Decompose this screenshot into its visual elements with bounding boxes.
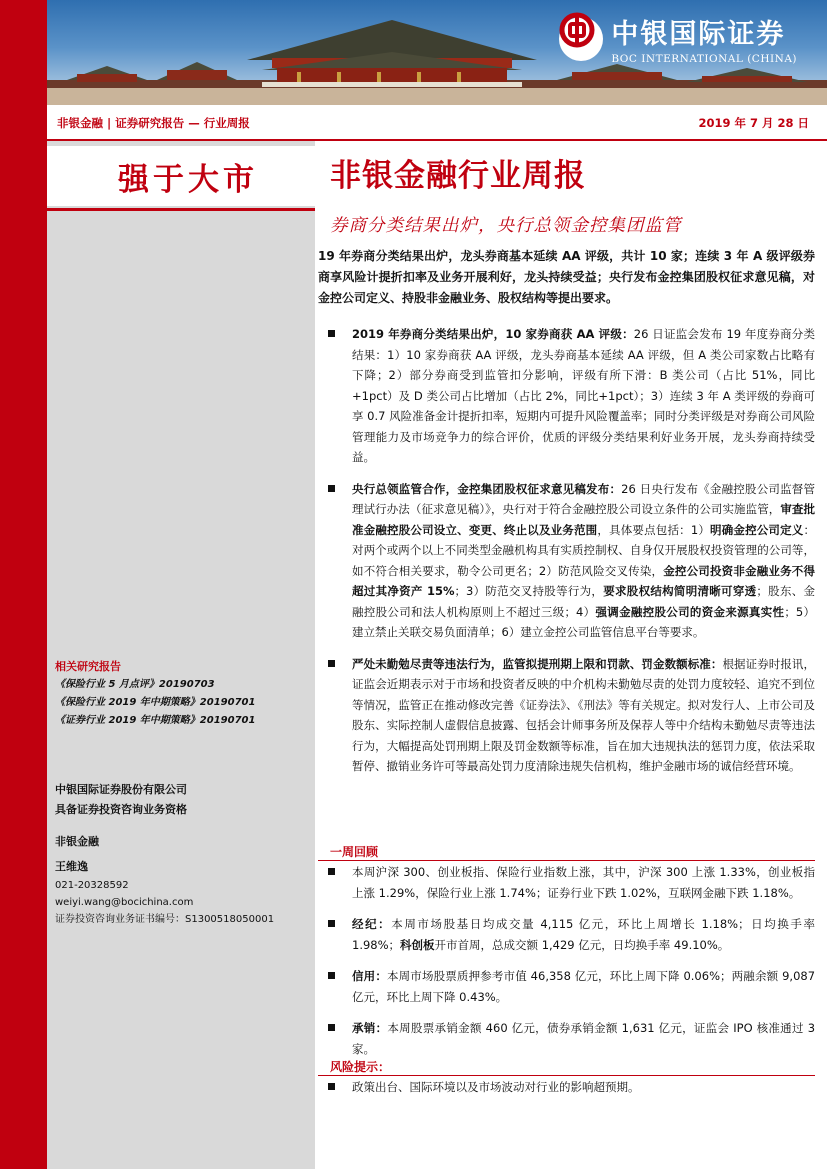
week-item-text: 本周沪深 300、创业板指、保险行业指数上涨，其中，沪深 300 上涨 1.33%，创业板指上涨 1.29%，保险行业上涨 1.74%；证券行业下跌 1.02%，互联网金融下跌 1.18%。 bbox=[352, 865, 815, 900]
report-date: 2019 年 7 月 28 日 bbox=[698, 116, 809, 130]
bullet-square-icon bbox=[328, 920, 335, 927]
page-subtitle: 券商分类结果出炉，央行总领金控集团监管 bbox=[330, 216, 682, 236]
related-reports-title: 相关研究报告 bbox=[55, 660, 121, 673]
report-subheader bbox=[47, 105, 827, 141]
bullet-square-icon bbox=[328, 1083, 335, 1090]
page-title: 非银金融行业周报 bbox=[330, 158, 586, 194]
key-point-heading: 2019 年券商分类结果出炉，10 家券商获 AA 评级： bbox=[352, 327, 634, 341]
bullet-square-icon bbox=[328, 868, 335, 875]
key-point-text: 26 日证监会发布 19 年度券商分类结果：1）10 家券商获 AA 评级，龙头券商基本延续 AA 评级，但 A 类公司家数占比略有下降；2）部分券商受到监管扣分影响，评级有所下滑：B 类公司（占比 51%，同比+1pct）及 D 类公司占比增加（占比 2%，同比+1pct）；3）连续 3 年 A 类评级的券商可享 0.7 风险准备金计提折扣率，短期内可提升风险覆盖率；同时分类评级是对券商公司风险管理能力及市场竞争力的综合评价，优质的评级分类结果利好业务开展，龙头券商持续受益。 bbox=[352, 327, 816, 464]
key-point-emphasis: 明确金控公司定义 bbox=[710, 522, 804, 537]
breadcrumb: 非银金融 | 证券研究报告 — 行业周报 bbox=[57, 116, 250, 130]
bullet-square-icon bbox=[328, 330, 335, 337]
analyst-cert: 证券投资咨询业务证书编号：S1300518050001 bbox=[55, 914, 275, 925]
key-point-text: 根据证券时报讯，证监会近期表示对于市场和投资者反映的中介机构未勤勉尽责的处罚力度较轻、追究不到位等情况，监管正在推动修改完善《证券法》、《刑法》等有关规定。拟对发行人、上市公司及股东、实际控制人虚假信息披露、包括会计师事务所及保荐人等中介结构未勤勉尽责等违法行为，大幅提高处罚刑期上限及罚金数额等标准，旨在加大违规执法的惩罚力度，依法采取暂停、撤销业务许可等最高处罚力度清除违规失信机构，维护金融市场的诚信经营环境。 bbox=[352, 656, 816, 773]
key-point-penalty bbox=[318, 654, 815, 777]
company-info bbox=[55, 780, 187, 820]
key-points bbox=[318, 324, 815, 788]
sector-label: 非银金融 bbox=[55, 835, 99, 848]
week-item-text: 本周市场股票质押参考市值 46,358 亿元，环比上周下降 0.06%；两融余额 9,087 亿元，环比上周下降 0.43%。 bbox=[352, 969, 816, 1004]
rating-divider bbox=[47, 208, 315, 211]
key-point-text: 26 日央行发布《金融控股公司监督管理试行办法（征求意见稿）》，央行对于符合金融控股公司设立条件的公司实施监管， bbox=[352, 481, 815, 516]
key-point-text: ，具体要点包括：1） bbox=[597, 522, 711, 537]
header-banner bbox=[47, 0, 827, 105]
logo-chinese: 中银国际证券 bbox=[611, 19, 786, 50]
bullet-square-icon bbox=[328, 660, 335, 667]
risk-list bbox=[318, 1077, 815, 1109]
week-item-text: 开市首周，总成交额 1,429 亿元，日均换手率 49.10%。 bbox=[434, 937, 730, 952]
company-qualification: 具备证券投资咨询业务资格 bbox=[55, 803, 187, 816]
risk-divider bbox=[318, 1075, 815, 1076]
left-accent-bar bbox=[0, 0, 47, 1169]
bullet-square-icon bbox=[328, 485, 335, 492]
key-point-emphasis: 金控公司投资非金融业务不得超过其净资产 15% bbox=[352, 563, 815, 598]
key-point-heading: 严处未勤勉尽责等违法行为，监管拟提刑期上限和罚款、罚金数额标准： bbox=[352, 656, 723, 671]
week-item-credit bbox=[318, 966, 815, 1007]
summary-paragraph: 19 年券商分类结果出炉，龙头券商基本延续 AA 评级，共计 10 家；连续 3 年 A 级评级券商享风险计提折扣率及业务开展利好，龙头持续受益；央行发布金控集团股权征求意见稿，对金控公司定义、持股非金融业务、股权结构等提出要求。 bbox=[318, 249, 815, 305]
week-item-underwriting bbox=[318, 1018, 815, 1059]
key-point-text: ：对两个或两个以上不同类型金融机构具有实质控制权、自身仅开展股权投资管理的公司等，如不符合相关要求，勒令公司更名；2）防范风险交叉传染， bbox=[352, 522, 815, 578]
week-item-heading: 信用： bbox=[352, 969, 387, 983]
key-point-emphasis: 强调金融控股公司的资金来源真实性 bbox=[595, 604, 785, 619]
week-item-brokerage bbox=[318, 914, 815, 955]
week-item-heading: 承销： bbox=[352, 1021, 388, 1035]
risk-item bbox=[318, 1077, 815, 1098]
analyst-name: 王维逸 bbox=[55, 860, 88, 873]
bullet-square-icon bbox=[328, 1024, 335, 1031]
sidebar-panel bbox=[47, 141, 315, 1169]
key-point-text: ；股东、金融控股公司和法人机构原则上不超过三级；4） bbox=[352, 584, 816, 619]
key-point-pboc-holding bbox=[318, 479, 815, 643]
week-review-title: 一周回顾 bbox=[330, 845, 379, 859]
related-report-link[interactable]: 《证券行业 2019 年中期策略》20190701 bbox=[55, 715, 256, 726]
key-point-broker-rating bbox=[318, 324, 815, 468]
week-item-index bbox=[318, 862, 815, 903]
analyst-phone: 021-20328592 bbox=[55, 880, 129, 891]
boc-logo bbox=[559, 12, 797, 65]
week-item-text: 本周市场股基日均成交量 4,115 亿元，环比上周增长 1.18%；日均换手率 1.98%； bbox=[352, 917, 815, 952]
week-review-divider bbox=[318, 860, 815, 861]
bullet-square-icon bbox=[328, 972, 335, 979]
analyst-email[interactable]: weiyi.wang@bocichina.com bbox=[55, 897, 194, 908]
key-point-emphasis: 审查批准金融控股公司设立、变更、终止以及业务范围 bbox=[352, 502, 816, 537]
related-reports-list bbox=[55, 676, 255, 730]
week-review-list bbox=[318, 862, 815, 1070]
risk-title: 风险提示： bbox=[330, 1060, 391, 1074]
company-name: 中银国际证券股份有限公司 bbox=[55, 783, 187, 796]
key-point-heading: 央行总领监管合作，金控集团股权征求意见稿发布： bbox=[352, 481, 622, 496]
week-item-emphasis: 科创板 bbox=[400, 937, 435, 952]
week-item-text: 本周股票承销金额 460 亿元，债券承销金额 1,631 亿元，证监会 IPO 核准通过 3 家。 bbox=[352, 1021, 816, 1056]
rating-label: 强于大市 bbox=[47, 146, 315, 206]
boc-logo-icon bbox=[559, 17, 603, 61]
logo-english: BOC INTERNATIONAL (CHINA) bbox=[611, 53, 797, 65]
related-report-link[interactable]: 《保险行业 2019 年中期策略》20190701 bbox=[55, 697, 256, 708]
analyst-contact bbox=[55, 877, 274, 928]
related-report-link[interactable]: 《保险行业 5 月点评》20190703 bbox=[55, 679, 215, 690]
key-point-emphasis: 要求股权结构简明清晰可穿透 bbox=[603, 584, 757, 598]
risk-text: 政策出台、国际环境以及市场波动对行业的影响超预期。 bbox=[352, 1080, 640, 1094]
key-point-text: ；5）建立禁止关联交易负面清单；6）建立金控公司监管信息平台等要求。 bbox=[352, 604, 815, 639]
key-point-text: ；3）防范交叉持股等行为， bbox=[454, 584, 604, 598]
week-item-heading: 经纪： bbox=[352, 917, 392, 931]
